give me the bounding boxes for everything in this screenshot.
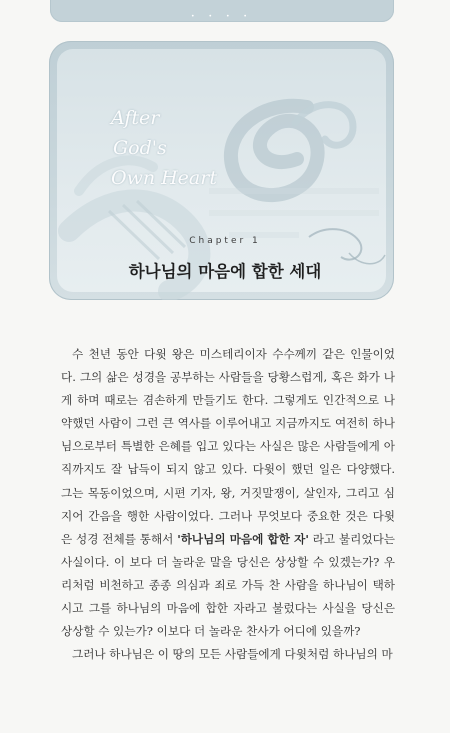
paragraph-1-part-1: 수 천년 동안 다윗 왕은 미스테리이자 수수께끼 같은 인물이었다. 그의 삶은 성경을 공부하는 사람들을 당황스럽게, 혹은 화가 나게 하며 때로는 겸손하게 만들기도 한다. 그렇게도 인간적으로 나약했던 사람이 그런 큰 역사를 이루어내고 지금까지도 여전히 하나님으로부터 특별한 은혜를 입고 있다는 사실은 많은 사람들에게 아직까지도 잘 납득이 되지 않고 있다. 다윗이 했던 일은 다양했다. 그는 목동이었으며, 시편 기자, 왕, 거짓말쟁이, 살인자, 그리고 심지어 간음을 행한 사람이었다. 그러나 무엇보다 중요한 것은 다윗은 성경 전체를 통해서 [61, 347, 395, 546]
script-line-3: Own Heart [111, 167, 217, 189]
chapter-label: Chapter 1 [189, 236, 261, 246]
paragraph-1-part-2: 라고 불리었다는 사실이다. 이 보다 더 놀라운 말을 당신은 상상할 수 있겠는가? 우리처럼 비천하고 종종 의심과 죄로 가득 찬 사람을 하나님이 택하시고 그를 하나님의 마음에 합한 자라고 불렀다는 사실을 당신은 상상할 수 있는가? 이보다 더 놀라운 찬사가 어디에 있을까? [61, 531, 395, 639]
script-line-2: God's [113, 137, 167, 159]
paragraph-1 [61, 343, 395, 643]
quoted-phrase: '하나님의 마음에 합한 자' [177, 531, 309, 546]
script-title [111, 103, 217, 193]
decorative-dots: • • • • [191, 13, 253, 20]
paragraph-2: 그러나 하나님은 이 땅의 모든 사람들에게 다윗처럼 하나님의 마 [72, 647, 393, 662]
body-text [61, 343, 395, 666]
top-decorative-panel [50, 0, 394, 22]
chapter-title: 하나님의 마음에 합한 세대 [128, 262, 322, 281]
script-line-1: After [111, 107, 160, 129]
